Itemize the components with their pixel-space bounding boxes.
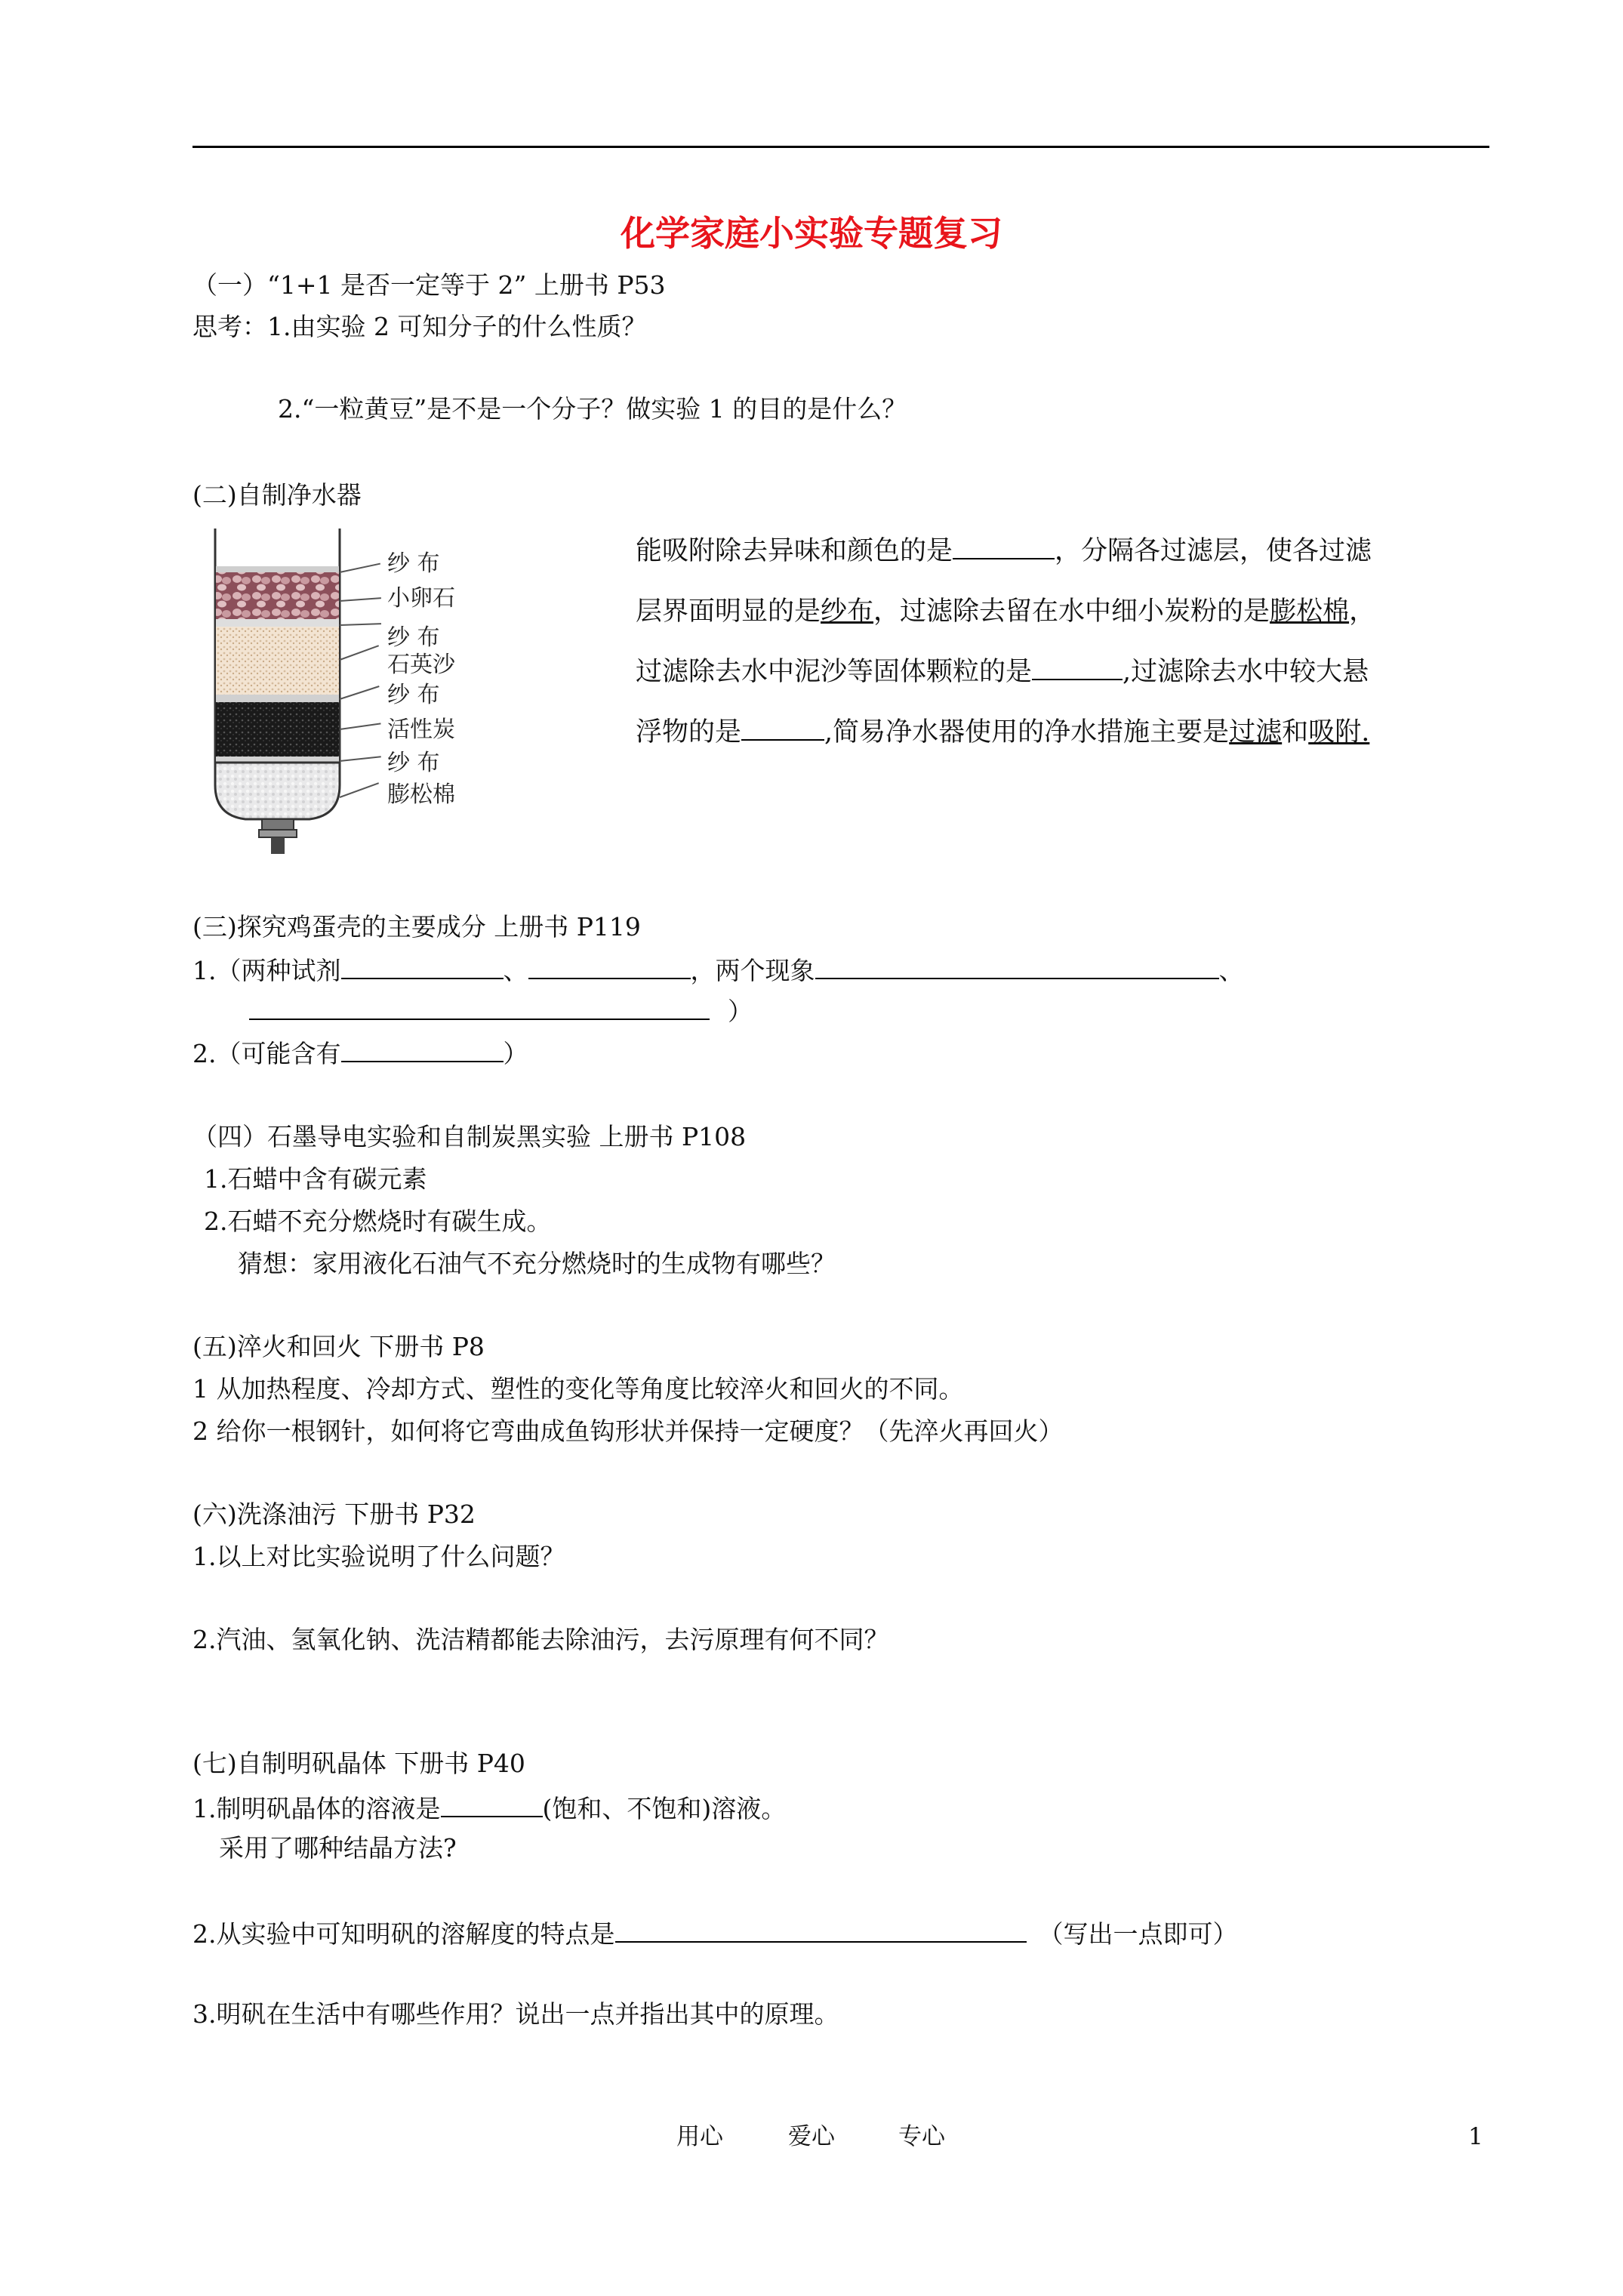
solution-type-blank[interactable] [441,1791,543,1817]
underlined-answer: 吸附. [1308,717,1370,747]
line-text: 2.从实验中可知明矾的溶解度的特点是 [192,1919,615,1949]
section6-heading: (六)洗涤油污 下册书 P32 [192,1499,476,1529]
para-text: ，过滤除去水中泥沙等固体颗粒的是 [636,596,1376,687]
section3-heading: (三)探究鸡蛋壳的主要成分 上册书 P119 [192,912,641,942]
answer-blank[interactable] [953,532,1055,559]
para-text: ，分隔各过滤层，使各过滤层界面明显的是 [636,536,1372,627]
line-text: 1.制明矾晶体的溶液是 [192,1794,441,1823]
section7-line1 [192,1791,786,1824]
footer-word-3: 专心 [898,2123,945,2150]
phenomenon-blank-2[interactable] [249,994,710,1020]
answer-blank[interactable] [741,713,824,741]
page-title: 化学家庭小实验专题复习 [621,213,1002,254]
section2-heading: (二)自制净水器 [192,480,362,510]
section1-heading: （一）“1+1 是否一定等于 2” 上册书 P53 [192,270,666,300]
phenomenon-blank-1[interactable] [815,953,1219,979]
section1-question2: 2.“一粒黄豆”是不是一个分子？做实验 1 的目的是什么？ [278,394,907,424]
section4-heading: （四）石墨导电实验和自制炭黑实验 上册书 P108 [192,1122,747,1151]
line-text: 2.（可能含有 [192,1039,341,1068]
section7-line2: 采用了哪种结晶方法? [219,1833,457,1863]
section7-line3 [192,1916,1238,1949]
para-text: 和 [1282,717,1309,747]
section4-line1: 1.石蜡中含有碳元素 [204,1164,427,1194]
label-gauze-4: 纱 布 [387,750,440,776]
line-text: （写出一点即可） [1038,1919,1238,1949]
footer-word-2: 爱心 [788,2123,835,2150]
section1-question1: 思考：1.由实验 2 可知分子的什么性质？ [192,312,647,341]
section3-line2 [249,994,753,1027]
section4-line2: 2.石蜡不充分燃烧时有碳生成。 [204,1207,552,1236]
section5-heading: (五)淬火和回火 下册书 P8 [192,1332,485,1361]
reagent-blank-2[interactable] [528,953,691,979]
para-text: ,简易净水器使用的净水措施主要是 [824,717,1230,747]
label-gauze-2: 纱 布 [387,624,440,651]
water-filter-diagram [192,525,510,857]
section4-guess: 猜想：家用液化石油气不充分燃烧时的生成物有哪些？ [238,1249,836,1278]
label-activated-carbon: 活性炭 [387,717,455,743]
section7-line4: 3.明矾在生活中有哪些作用？说出一点并指出其中的原理。 [192,1999,839,2029]
line-text: 1.（两种试剂 [192,956,341,985]
para-text: ,过滤除去水中较大悬浮物的是 [636,657,1369,747]
section5-line1: 1 从加热程度、冷却方式、塑性的变化等角度比较淬火和回火的不同。 [192,1374,964,1404]
section6-line1: 1.以上对比实验说明了什么问题？ [192,1542,565,1571]
label-gauze-3: 纱 布 [387,682,440,708]
header-rule [192,146,1489,148]
line-text: ） [503,1039,528,1068]
contains-blank[interactable] [341,1036,504,1062]
label-cotton: 膨松棉 [387,781,455,808]
line-text: 、 [503,956,528,985]
underlined-answer: 膨松棉 [1270,596,1350,627]
underlined-answer: 过滤 [1229,717,1283,747]
water-filter-illustration [192,525,510,857]
underlined-answer: 纱布 [821,596,874,627]
line-text: (饱和、不饱和)溶液。 [542,1794,787,1823]
para-text: 能吸附除去异味和颜色的是 [636,536,953,566]
section7-heading: (七)自制明矾晶体 下册书 P40 [192,1749,525,1778]
footer-word-1: 用心 [676,2123,723,2150]
answer-blank[interactable] [1032,652,1123,680]
section3-line1 [192,953,1244,986]
section3-line3 [192,1036,528,1069]
label-gauze-1: 纱 布 [387,550,440,577]
filter-paragraph [636,521,1383,763]
label-pebbles: 小卵石 [387,585,455,612]
line-text: 、 [1218,956,1244,985]
reagent-blank-1[interactable] [341,953,504,979]
section6-line2: 2.汽油、氢氧化钠、洗洁精都能去除油污，去污原理有何不同？ [192,1625,889,1654]
solubility-blank[interactable] [615,1916,1027,1943]
label-quartz-sand: 石英沙 [387,652,455,678]
line-text: ） [728,997,753,1026]
line-text: ，两个现象 [690,956,815,985]
para-text: ，过滤除去留在水中细小炭粉的是 [873,596,1270,627]
page-number: 1 [1468,2123,1483,2150]
section5-line2: 2 给你一根钢针，如何将它弯曲成鱼钩形状并保持一定硬度？（先淬火再回火） [192,1416,1064,1446]
